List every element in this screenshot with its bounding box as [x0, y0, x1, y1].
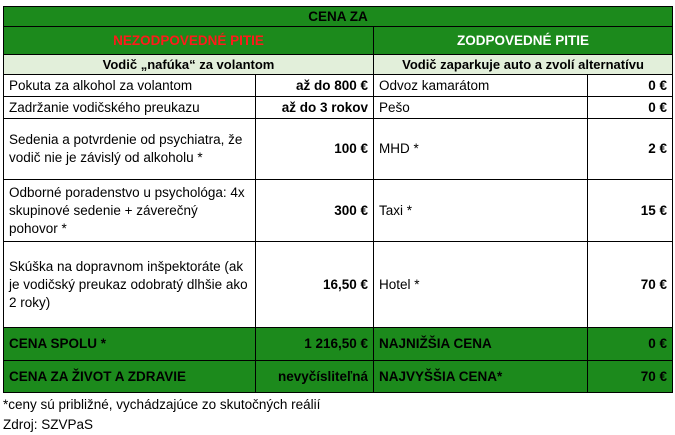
- right-subheader: Vodič zaparkuje auto a zvolí alternatívu: [374, 55, 673, 75]
- price-comparison-table-wrapper: [3, 6, 672, 393]
- row-left-value: 100 €: [256, 119, 374, 180]
- row-right-value: 70 €: [588, 242, 673, 328]
- table-title-row: [4, 7, 673, 27]
- life-health-price-label: CENA ZA ŽIVOT A ZDRAVIE: [4, 361, 256, 393]
- table-row: [4, 75, 673, 97]
- row-left-label: Odborné poradenstvo u psychológa: 4x skupinové sedenie + záverečný pohovor *: [4, 180, 256, 242]
- table-title: CENA ZA: [4, 7, 673, 27]
- section-subheader-row: [4, 55, 673, 75]
- row-right-label: Pešo: [374, 97, 588, 119]
- summary-row: [4, 328, 673, 361]
- highest-price-value: 70 €: [588, 361, 673, 393]
- row-right-value: 15 €: [588, 180, 673, 242]
- row-left-value: až do 3 rokov: [256, 97, 374, 119]
- lowest-price-value: 0 €: [588, 328, 673, 361]
- section-header-row: [4, 27, 673, 55]
- price-comparison-table: [3, 6, 673, 393]
- table-row: [4, 97, 673, 119]
- summary-row: [4, 361, 673, 393]
- row-left-label: Sedenia a potvrdenie od psychiatra, že vodič nie je závislý od alkoholu *: [4, 119, 256, 180]
- row-right-label: Hotel *: [374, 242, 588, 328]
- table-row: [4, 119, 673, 180]
- row-right-label: MHD *: [374, 119, 588, 180]
- table-row: [4, 242, 673, 328]
- left-subheader: Vodič „nafúka“ za volantom: [4, 55, 374, 75]
- row-left-label: Skúška na dopravnom inšpektoráte (ak je vodičský preukaz odobratý dlhšie ako 2 roky): [4, 242, 256, 328]
- row-right-value: 0 €: [588, 97, 673, 119]
- irresponsible-drinking-header: NEZODPOVEDNÉ PITIE: [4, 27, 374, 55]
- footer: [3, 395, 320, 435]
- row-left-label: Zadržanie vodičského preukazu: [4, 97, 256, 119]
- total-price-label: CENA SPOLU *: [4, 328, 256, 361]
- responsible-drinking-header: ZODPOVEDNÉ PITIE: [374, 27, 673, 55]
- row-right-label: Odvoz kamarátom: [374, 75, 588, 97]
- row-left-value: 300 €: [256, 180, 374, 242]
- highest-price-label: NAJVYŠŠIA CENA*: [374, 361, 588, 393]
- row-right-label: Taxi *: [374, 180, 588, 242]
- life-health-price-value: nevyčísliteľná: [256, 361, 374, 393]
- source-note: Zdroj: SZVPaS: [3, 417, 94, 432]
- table-row: [4, 180, 673, 242]
- price-footnote: *ceny sú približné, vychádzajúce zo skutočných reálií: [3, 397, 321, 412]
- total-price-value: 1 216,50 €: [256, 328, 374, 361]
- lowest-price-label: NAJNIŽŠIA CENA: [374, 328, 588, 361]
- row-left-value: až do 800 €: [256, 75, 374, 97]
- row-right-value: 2 €: [588, 119, 673, 180]
- row-left-label: Pokuta za alkohol za volantom: [4, 75, 256, 97]
- row-left-value: 16,50 €: [256, 242, 374, 328]
- row-right-value: 0 €: [588, 75, 673, 97]
